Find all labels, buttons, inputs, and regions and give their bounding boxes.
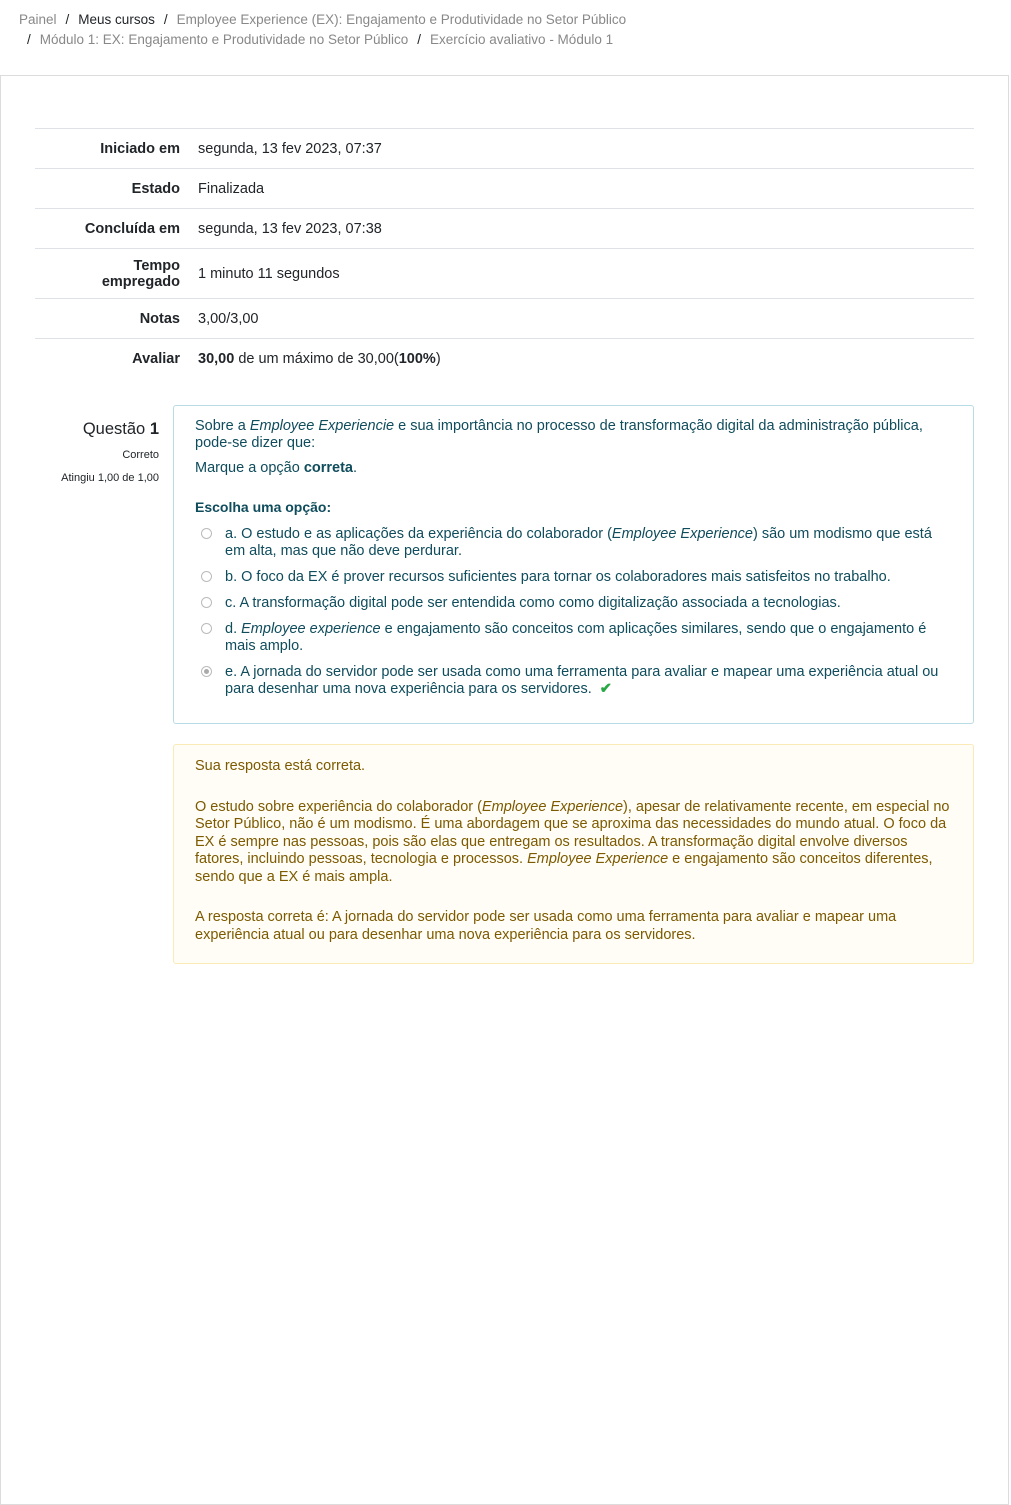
breadcrumb-course[interactable]: Employee Experience (EX): Engajamento e Produtividade no Setor Público	[176, 12, 627, 27]
summary-label-line: empregado	[101, 273, 180, 290]
breadcrumb-separator: /	[163, 12, 168, 27]
option-b[interactable]	[195, 569, 952, 586]
summary-row-grade	[35, 339, 974, 379]
breadcrumb-quiz[interactable]: Exercício avaliativo - Módulo 1	[430, 32, 614, 47]
summary-label: Concluída em	[84, 220, 180, 237]
summary-value: segunda, 13 fev 2023, 07:37	[198, 140, 382, 157]
breadcrumb-module[interactable]: Módulo 1: EX: Engajamento e Produtividade no Setor Público	[39, 32, 409, 47]
feedback-text: e engajamento são conceitos diferentes, sendo que a EX é mais ampla.	[195, 851, 933, 885]
option-c[interactable]	[195, 595, 952, 612]
option-text: a. O estudo e as aplicações da experiência do colaborador (	[225, 526, 612, 542]
breadcrumb	[19, 10, 719, 50]
option-label	[225, 621, 952, 655]
feedback-box	[173, 744, 974, 964]
summary-value: 1 minuto 11 segundos	[198, 265, 340, 282]
answer-options	[195, 526, 952, 698]
question-instruction	[195, 460, 952, 477]
summary-label: Iniciado em	[100, 140, 180, 157]
question-stem	[195, 418, 952, 452]
option-d[interactable]	[195, 621, 952, 655]
question-stem-em: Employee Experiencie	[249, 418, 395, 434]
grade-text: )	[435, 350, 441, 367]
summary-row-completed	[35, 209, 974, 249]
right-answer: A resposta correta é: A jornada do servidor pode ser usada como uma ferramenta para avaliar e mapear uma experiência atual ou para desenhar uma nova experiência para os servidores.	[195, 909, 897, 943]
summary-row-marks	[35, 299, 974, 339]
check-icon: ✔	[599, 681, 612, 697]
option-text-em: Employee experience	[241, 621, 381, 637]
breadcrumb-separator: /	[27, 32, 31, 47]
breadcrumb-separator: /	[65, 12, 70, 27]
grade-percent: 100%	[398, 350, 436, 367]
option-text: e. A jornada do servidor pode ser usada como uma ferramenta para avaliar e mapear uma experiência atual ou para desenhar uma nova experiência para os servidores.	[225, 664, 939, 697]
summary-label-line: Tempo	[133, 257, 180, 274]
option-text: d.	[225, 621, 242, 637]
question-stem-part: e sua importância no processo de transformação digital da administração pública, pode-se dizer que:	[195, 418, 923, 451]
breadcrumb-painel[interactable]: Painel	[19, 12, 57, 27]
attempt-summary-table	[35, 128, 974, 379]
question-label: Questão	[82, 420, 146, 438]
option-text-em: Employee Experience	[611, 526, 753, 542]
option-e[interactable]	[195, 664, 952, 698]
summary-value: 3,00/3,00	[198, 310, 259, 327]
summary-row-time	[35, 249, 974, 299]
radio-button[interactable]	[201, 571, 212, 582]
feedback-text: ), apesar de relativamente recente, em especial no Setor Público, não é um modismo. É uma abordagem que se aproxima das necessidades do mundo atual. O foco da EX é sempre nas pessoas, pois são elas que entregam os resultados. A transformação digital envolve diversos fatores, incluindo pessoas, tecnologia e processos.	[195, 798, 950, 867]
question-state: Correto	[122, 449, 159, 461]
general-feedback	[195, 799, 952, 887]
option-text: ) são um modismo que está em alta, mas que não deve perdurar.	[225, 526, 932, 559]
radio-button-selected[interactable]	[201, 666, 212, 677]
summary-value: segunda, 13 fev 2023, 07:38	[198, 220, 382, 237]
summary-value: Finalizada	[198, 180, 265, 197]
summary-value	[189, 339, 974, 379]
question-stem-part: Sobre a	[195, 418, 250, 434]
question-number-value: 1	[149, 420, 159, 438]
radio-button[interactable]	[201, 597, 212, 608]
grade-score: 30,00	[198, 350, 235, 367]
instruction-part: .	[353, 460, 358, 476]
feedback-text-em: Employee Experience	[527, 851, 669, 867]
instruction-bold: correta	[303, 460, 353, 476]
summary-label: Notas	[139, 310, 180, 327]
radio-button[interactable]	[201, 623, 212, 634]
option-label	[225, 664, 952, 698]
question-grade: Atingiu 1,00 de 1,00	[61, 472, 159, 484]
option-label	[225, 526, 952, 560]
option-text: e engajamento são conceitos com aplicações similares, sendo que o engajamento é mais amplo.	[225, 621, 927, 654]
feedback-text: O estudo sobre experiência do colaborador (	[195, 798, 482, 815]
option-label: c. A transformação digital pode ser entendida como como digitalização associada a tecnologias.	[225, 595, 841, 611]
option-label: b. O foco da EX é prover recursos suficientes para tornar os colaboradores mais satisfeitos no trabalho.	[225, 569, 891, 585]
summary-label: Avaliar	[132, 350, 180, 367]
option-a[interactable]	[195, 526, 952, 560]
feedback-text-em: Employee Experience	[481, 798, 624, 815]
answer-prompt: Escolha uma opção:	[195, 499, 332, 515]
breadcrumb-separator: /	[417, 32, 422, 47]
question-info	[35, 420, 159, 484]
summary-row-state	[35, 169, 974, 209]
summary-row-started	[35, 129, 974, 169]
feedback-result: Sua resposta está correta.	[195, 758, 366, 774]
question-number	[35, 420, 159, 439]
breadcrumb-meus-cursos[interactable]: Meus cursos	[78, 12, 155, 27]
instruction-part: Marque a opção	[195, 460, 304, 476]
question-content	[173, 405, 974, 724]
summary-label: Estado	[131, 180, 180, 197]
question-text	[195, 418, 952, 477]
radio-button[interactable]	[201, 528, 212, 539]
grade-text: de um máximo de 30,00(	[234, 350, 399, 367]
summary-label	[35, 249, 189, 299]
